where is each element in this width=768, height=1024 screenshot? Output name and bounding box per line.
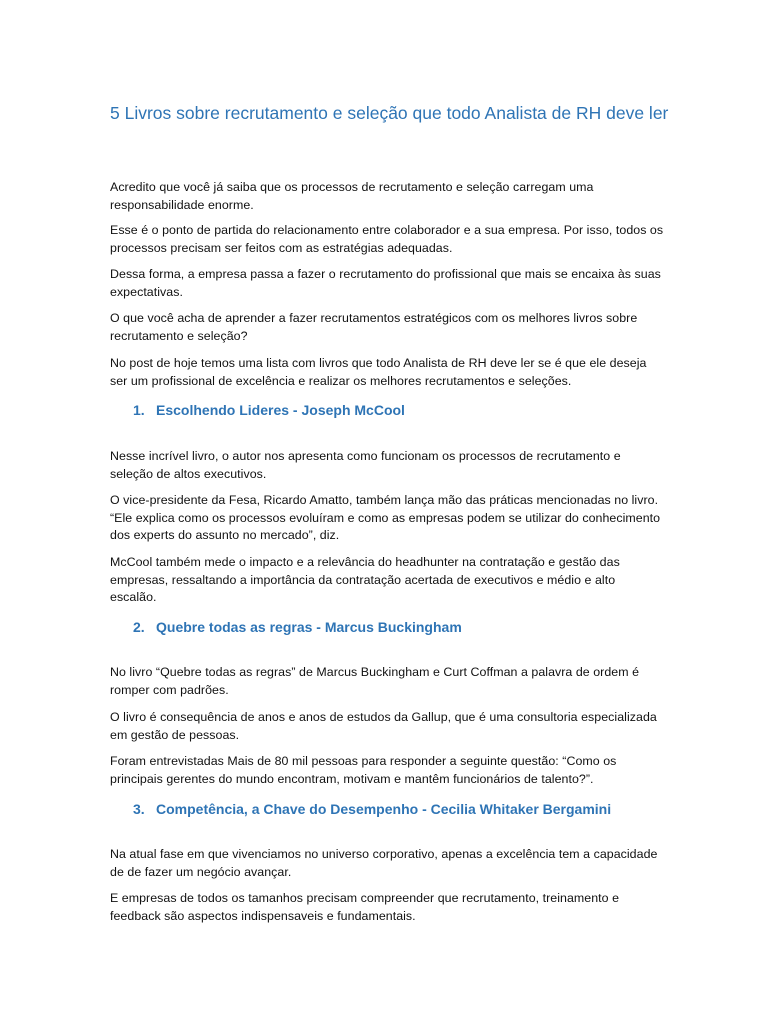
document-title: 5 Livros sobre recrutamento e seleção que todo Analista de RH deve ler [110, 103, 669, 123]
intro-paragraph-4: O que você acha de aprender a fazer recrutamentos estratégicos com os melhores livros sobre recrutamento e seleção? [110, 311, 638, 343]
section-3-paragraph-2: E empresas de todos os tamanhos precisam compreender que recrutamento, treinamento e feedback são aspectos indispensaveis e fundamentais. [110, 891, 620, 923]
section-1-paragraph-3: McCool também mede o impacto e a relevância do headhunter na contratação e gestão das empresas, ressaltando a importância da contratação acertada de executivos e médio e alto escalão. [110, 555, 620, 604]
section-number: 2. [133, 619, 145, 635]
section-title: Competência, a Chave do Desempenho - Cecilia Whitaker Bergamini [156, 801, 612, 817]
section-2-paragraph-1: No livro “Quebre todas as regras” de Marcus Buckingham e Curt Coffman a palavra de ordem é romper com padrões. [110, 665, 640, 697]
section-title: Escolhendo Lideres - Joseph McCool [156, 402, 405, 418]
section-2-paragraph-3: Foram entrevistadas Mais de 80 mil pessoas para responder a seguinte questão: “Como os principais gerentes do mundo encontram, motivam e mantêm funcionários de talento?”. [110, 754, 617, 786]
section-number: 3. [133, 801, 145, 817]
section-3-paragraph-1: Na atual fase em que vivenciamos no universo corporativo, apenas a excelência tem a capacidade de de fazer um negócio avançar. [110, 847, 658, 879]
section-heading-3 [133, 799, 693, 819]
section-2-paragraph-2: O livro é consequência de anos e anos de estudos da Gallup, que é uma consultoria especializada em gestão de pessoas. [110, 710, 657, 742]
section-title: Quebre todas as regras - Marcus Buckingham [156, 619, 462, 635]
intro-paragraph-1: Acredito que você já saiba que os processos de recrutamento e seleção carregam uma responsabilidade enorme. [110, 180, 594, 212]
section-heading-1 [133, 400, 693, 420]
intro-paragraph-2: Esse é o ponto de partida do relacionamento entre colaborador e a sua empresa. Por isso, todos os processos precisam ser feitos com as estratégias adequadas. [110, 223, 664, 255]
intro-paragraph-5: No post de hoje temos uma lista com livros que todo Analista de RH deve ler se é que ele deseja ser um profissional de excelência e realizar os melhores recrutamentos e seleções. [110, 356, 647, 388]
section-number: 1. [133, 402, 145, 418]
section-1-paragraph-2: O vice-presidente da Fesa, Ricardo Amatto, também lança mão das práticas mencionadas no livro. “Ele explica como os processos evoluíram e como as empresas podem se utilizar do conhecimento dos experts do assunto no mercado”, diz. [110, 493, 661, 542]
section-1-paragraph-1: Nesse incrível livro, o autor nos apresenta como funcionam os processos de recrutamento e seleção de altos executivos. [110, 449, 621, 481]
section-heading-2 [133, 617, 693, 637]
intro-paragraph-3: Dessa forma, a empresa passa a fazer o recrutamento do profissional que mais se encaixa às suas expectativas. [110, 267, 661, 299]
